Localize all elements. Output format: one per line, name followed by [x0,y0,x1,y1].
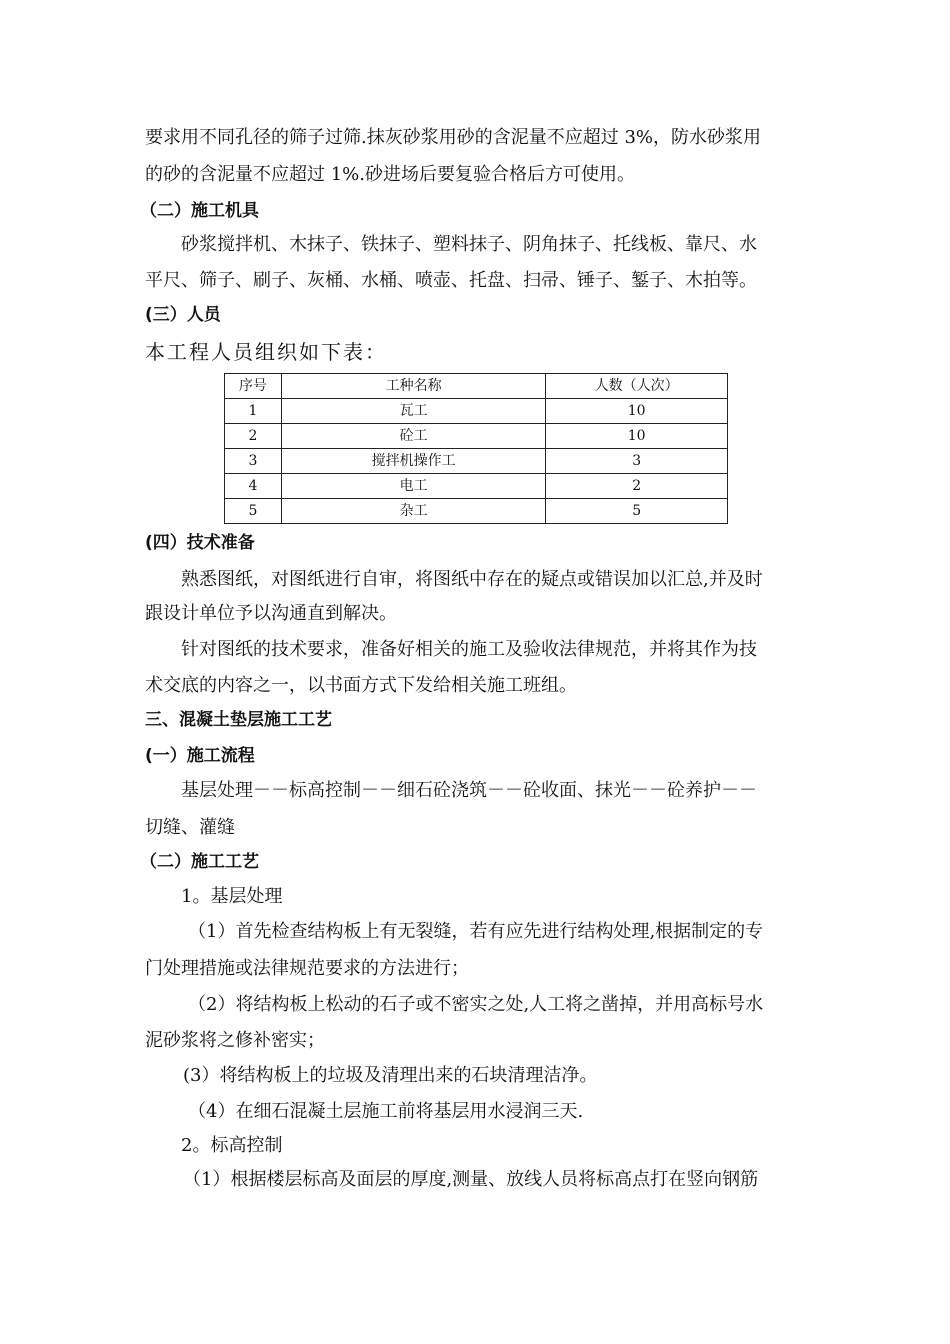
machines-line-1: 砂浆搅拌机、木抹子、铁抹子、塑料抹子、阴角抹子、托线板、靠尺、水 [181,234,757,255]
table-cell: 10 [546,399,728,424]
tech-p1-line-1: 熟悉图纸，对图纸进行自审，将图纸中存在的疑点或错误加以汇总,并及时 [181,569,763,590]
staff-table [224,373,728,524]
table-cell: 3 [225,449,282,474]
table-row [225,399,728,424]
table-cell: 杂工 [281,499,545,524]
table-row [225,474,728,499]
table-row [225,424,728,449]
table-cell: 4 [225,474,282,499]
table-cell: 5 [225,499,282,524]
intro-line-1: 要求用不同孔径的筛子过筛.抹灰砂浆用砂的含泥量不应超过 3%，防水砂浆用 [145,127,761,148]
machines-heading: （二）施工机具 [140,201,259,221]
table-cell: 2 [225,424,282,449]
step1-item1-line-2: 门处理措施或法律规范要求的方法进行； [145,958,469,979]
step1-title: 1。基层处理 [181,886,283,907]
table-cell: 砼工 [281,424,545,449]
step1-item2-line-1: （2）将结构板上松动的石子或不密实之处,人工将之凿掉，并用高标号水 [188,994,764,1015]
step2-title: 2。标高控制 [181,1135,283,1156]
flow-line-1: 基层处理－－标高控制－－细石砼浇筑－－砼收面、抹光－－砼养护－－ [181,780,757,801]
tech-p2-line-2: 术交底的内容之一，以书面方式下发给相关施工班组。 [145,675,577,696]
table-cell: 1 [225,399,282,424]
intro-line-2: 的砂的含泥量不应超过 1%.砂进场后要复验合格后方可使用。 [145,164,635,185]
machines-line-2: 平尺、筛子、刷子、灰桶、水桶、喷壶、托盘、扫帚、锤子、錾子、木拍等。 [145,270,757,291]
step1-item4: （4）在细石混凝土层施工前将基层用水浸润三天. [188,1101,584,1122]
table-header-cell: 工种名称 [281,374,545,399]
tech-p1-line-2: 跟设计单位予以沟通直到解决。 [145,603,397,624]
flow-line-2: 切缝、灌缝 [145,817,235,838]
table-cell: 10 [546,424,728,449]
staff-heading: (三）人员 [145,305,221,325]
tech-heading: (四）技术准备 [145,533,255,553]
process-heading: （二）施工工艺 [140,852,259,872]
table-header-row [225,374,728,399]
step1-item3: (3）将结构板上的垃圾及清理出来的石块清理洁净。 [183,1065,598,1086]
table-row [225,449,728,474]
table-cell: 3 [546,449,728,474]
table-cell: 2 [546,474,728,499]
section3-heading: 三、混凝土垫层施工工艺 [145,710,332,730]
table-cell: 5 [546,499,728,524]
table-cell: 瓦工 [281,399,545,424]
table-row [225,499,728,524]
step2-item1-line-1: （1）根据楼层标高及面层的厚度,测量、放线人员将标高点打在竖向钢筋 [183,1169,759,1190]
tech-p2-line-1: 针对图纸的技术要求，准备好相关的施工及验收法律规范，并将其作为技 [181,639,757,660]
table-header-cell: 人数（人次） [546,374,728,399]
table-cell: 电工 [281,474,545,499]
staff-intro: 本工程人员组织如下表： [145,340,387,364]
table-header-cell: 序号 [225,374,282,399]
step1-item2-line-2: 泥砂浆将之修补密实； [145,1030,325,1051]
flow-heading: (一）施工流程 [145,746,255,766]
table-cell: 搅拌机操作工 [281,449,545,474]
step1-item1-line-1: （1）首先检查结构板上有无裂缝，若有应先进行结构处理,根据制定的专 [188,921,764,942]
